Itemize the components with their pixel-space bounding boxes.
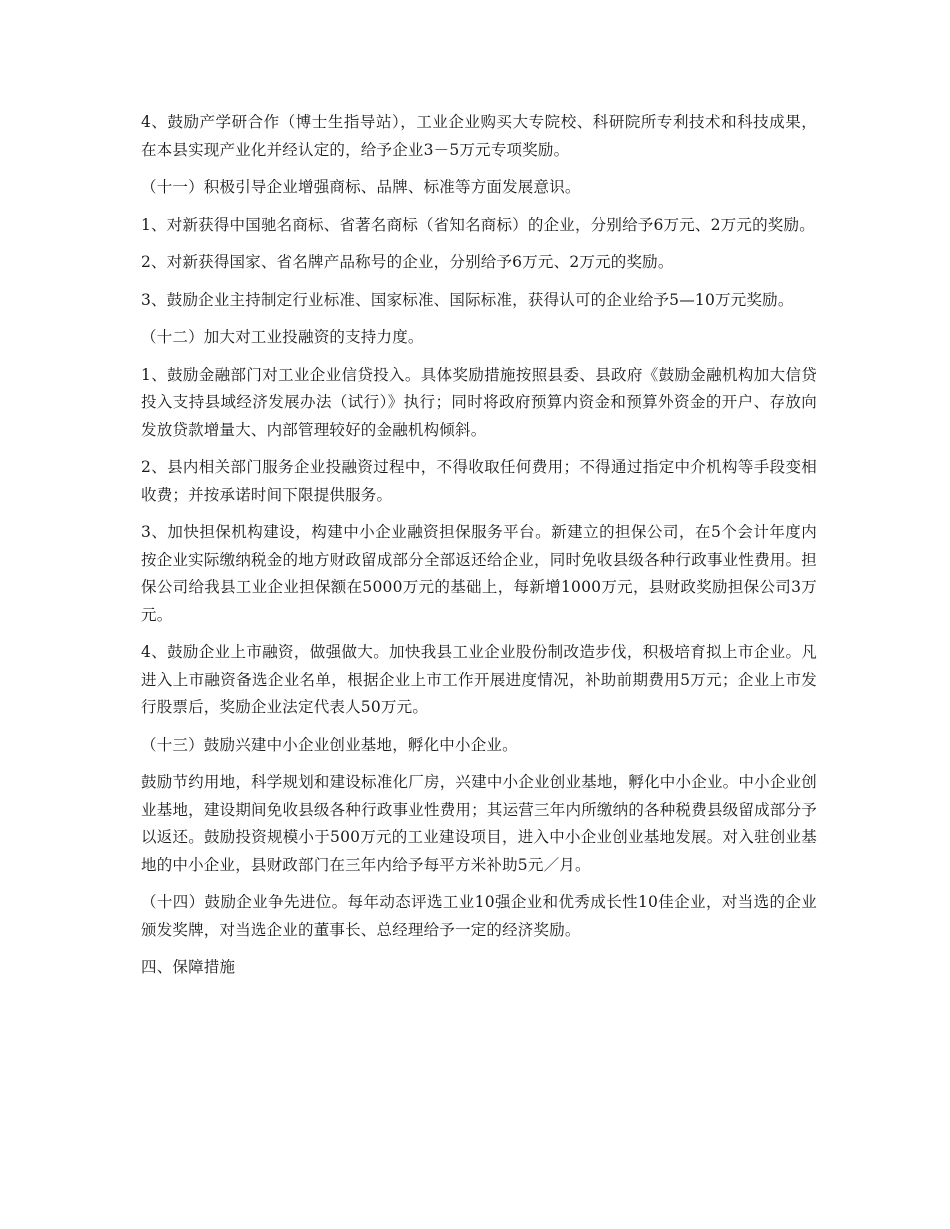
section-heading-11: （十一）积极引导企业增强商标、品牌、标准等方面发展意识。 bbox=[141, 178, 581, 196]
document-body bbox=[141, 109, 817, 992]
paragraph-standard-reward: 3、鼓励企业主持制定行业标准、国家标准、国际标准，获得认可的企业给予5—10万元奖励。 bbox=[141, 290, 794, 309]
paragraph-no-fees: 2、县内相关部门服务企业投融资过程中，不得收取任何费用；不得通过指定中介机构等手段变相收费；并按承诺时间下限提供服务。 bbox=[141, 458, 817, 504]
paragraph-credit-investment: 1、鼓励金融部门对工业企业信贷投入。具体奖励措施按照县委、县政府《鼓励金融机构加大信贷投入支持县域经济发展办法（试行）》执行；同时将政府预算内资金和预算外资金的开户、存放向发放贷款增量大、内部管理较好的金融机构倾斜。 bbox=[141, 365, 817, 439]
section-heading-14: （十四）鼓励企业争先进位。每年动态评选工业10强企业和优秀成长性10佳企业，对当选的企业颁发奖牌，对当选企业的董事长、总经理给予一定的经济奖励。 bbox=[141, 893, 817, 939]
paragraph-brand-reward: 2、对新获得国家、省名牌产品称号的企业，分别给予6万元、2万元的奖励。 bbox=[141, 253, 674, 271]
paragraph-item-4-patent-reward: 4、鼓励产学研合作（博士生指导站），工业企业购买大专院校、科研院所专利技术和科技成果，在本县实现产业化并经认定的，给予企业3－5万元专项奖励。 bbox=[141, 113, 817, 159]
section-heading-safeguards: 四、保障措施 bbox=[141, 958, 236, 976]
paragraph-guarantee-platform: 3、加快担保机构建设，构建中小企业融资担保服务平台。新建立的担保公司，在5个会计年度内按企业实际缴纳税金的地方财政留成部分全部返还给企业，同时免收县级各种行政事业性费用。担保公司给我县工业企业担保额在5000万元的基础上，每新增1000万元，县财政奖励担保公司3万元。 bbox=[141, 523, 817, 624]
paragraph-trademark-reward: 1、对新获得中国驰名商标、省著名商标（省知名商标）的企业，分别给予6万元、2万元的奖励。 bbox=[141, 215, 815, 234]
paragraph-startup-base: 鼓励节约用地，科学规划和建设标准化厂房，兴建中小企业创业基地，孵化中小企业。中小企业创业基地，建设期间免收县级各种行政事业性费用；其运营三年内所缴纳的各种税费县级留成部分予以返还。鼓励投资规模小于500万元的工业建设项目，进入中小企业创业基地发展。对入驻创业基地的中小企业，县财政部门在三年内给予每平方米补助5元／月。 bbox=[141, 773, 817, 874]
section-heading-13: （十三）鼓励兴建中小企业创业基地，孵化中小企业。 bbox=[141, 735, 518, 754]
section-heading-12: （十二）加大对工业投融资的支持力度。 bbox=[141, 328, 424, 346]
paragraph-listing-financing: 4、鼓励企业上市融资，做强做大。加快我县工业企业股份制改造步伐，积极培育拟上市企业。凡进入上市融资备选企业名单，根据企业上市工作开展进度情况，补助前期费用5万元；企业上市发行股票后，奖励企业法定代表人50万元。 bbox=[141, 643, 817, 716]
